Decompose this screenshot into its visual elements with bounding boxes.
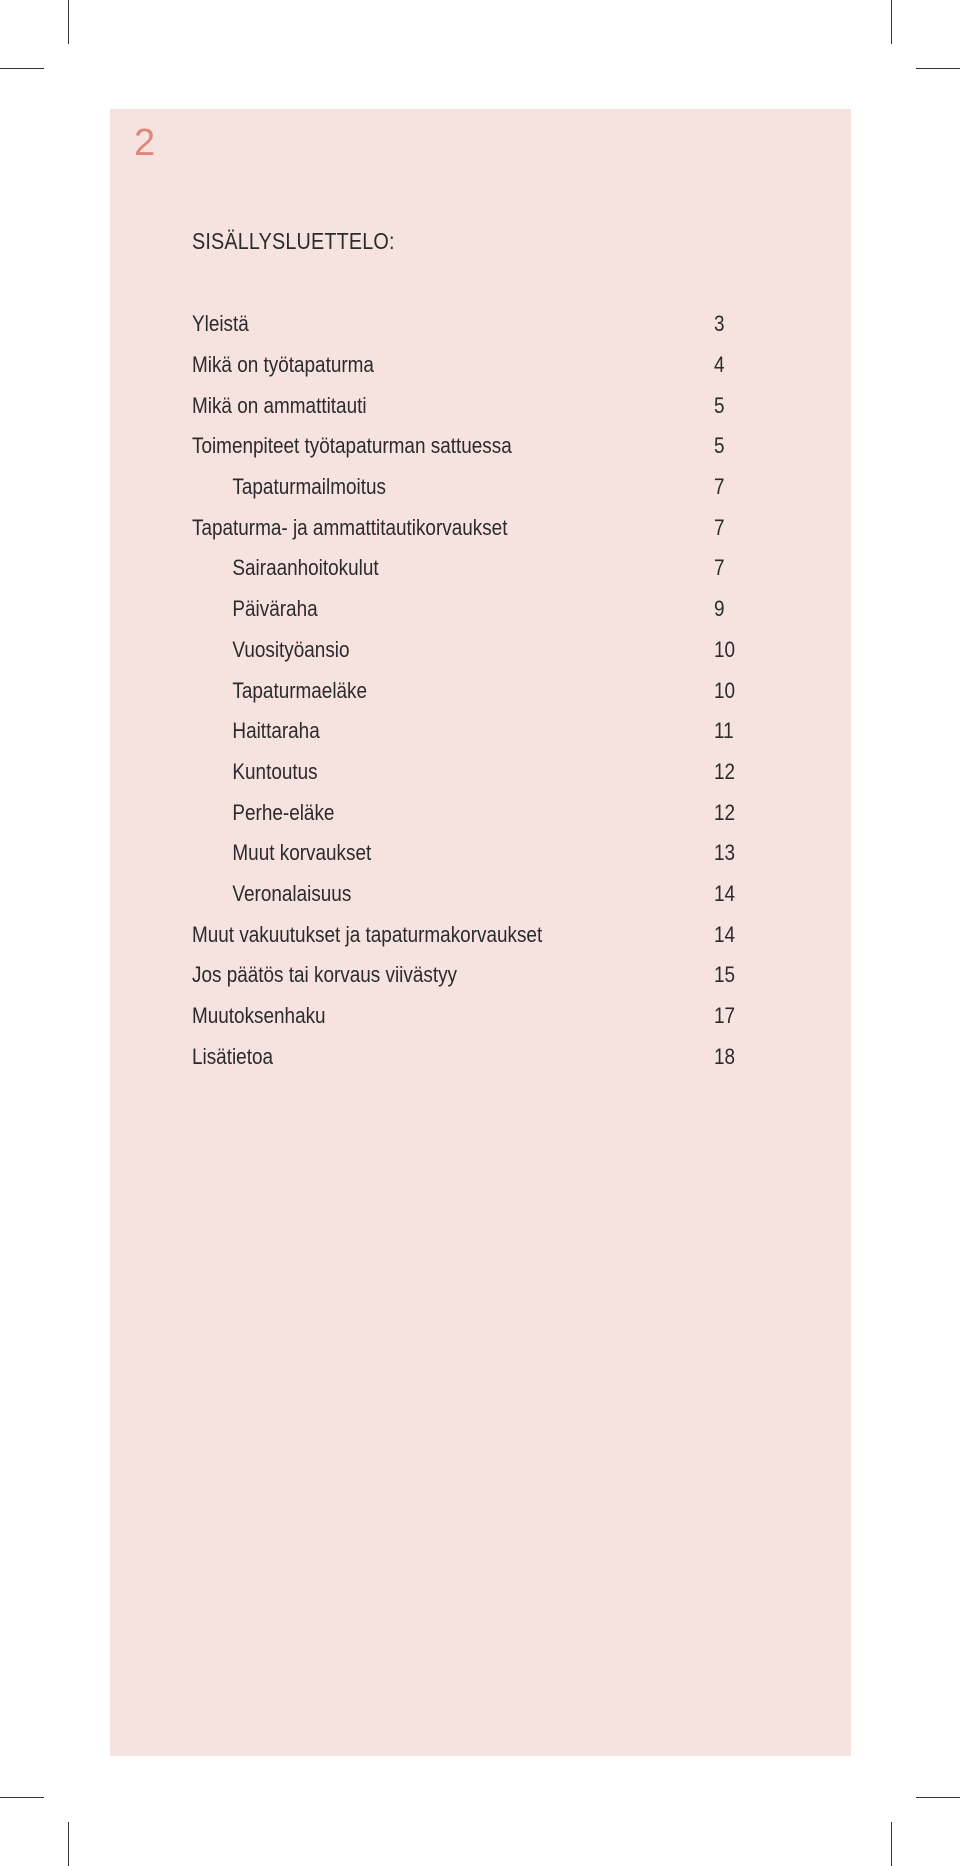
toc-entry-title: Haittaraha — [232, 718, 320, 744]
toc-entry-title: Mikä on ammattitauti — [192, 392, 367, 418]
toc-entry[interactable] — [192, 955, 752, 996]
toc-entry-page: 13 — [714, 840, 736, 866]
toc-entry[interactable] — [192, 548, 752, 589]
toc-entry-title: Lisätietoa — [192, 1043, 274, 1069]
toc-entry[interactable] — [192, 670, 752, 711]
toc-entry-page: 7 — [714, 514, 725, 540]
toc-entry-page: 5 — [714, 433, 725, 459]
toc-entry[interactable] — [192, 630, 752, 671]
toc-entry-title: Yleistä — [192, 311, 249, 337]
toc-entry-page: 11 — [714, 718, 734, 744]
toc-entry[interactable] — [192, 874, 752, 915]
toc-entry-page: 4 — [714, 352, 725, 378]
toc-entry-title: Muutoksenhaku — [192, 1003, 326, 1029]
toc-entry-page: 10 — [714, 677, 736, 703]
toc-entry-title: Toimenpiteet työtapaturman sattuessa — [192, 433, 512, 459]
crop-mark-top-left-horizontal — [0, 68, 44, 69]
toc-entry-page: 3 — [714, 311, 725, 337]
toc-entry-title: Kuntoutus — [232, 758, 318, 784]
toc-entry[interactable] — [192, 426, 752, 467]
toc-entry-title: Perhe-eläke — [232, 799, 335, 825]
toc-entry-title: Jos päätös tai korvaus viivästyy — [192, 962, 458, 988]
toc-entry[interactable] — [192, 507, 752, 548]
toc-entry-page: 12 — [714, 758, 736, 784]
toc-entry[interactable] — [192, 589, 752, 630]
toc-entry-title: Mikä on työtapaturma — [192, 352, 374, 378]
crop-mark-bottom-right-vertical — [891, 1822, 892, 1866]
crop-mark-bottom-left-horizontal — [0, 1797, 44, 1798]
toc-entry-title: Tapaturma- ja ammattitautikorvaukset — [192, 514, 508, 540]
toc-entry-page: 7 — [714, 474, 725, 500]
toc-entry[interactable] — [192, 1036, 752, 1077]
crop-mark-top-right-horizontal — [916, 68, 960, 69]
toc-entry[interactable] — [192, 833, 752, 874]
toc-entry-page: 15 — [714, 962, 736, 988]
toc-entry[interactable] — [192, 996, 752, 1037]
toc-entry-page: 18 — [714, 1043, 736, 1069]
toc-entry[interactable] — [192, 304, 752, 345]
toc-entry[interactable] — [192, 711, 752, 752]
toc-entry-page: 7 — [714, 555, 725, 581]
crop-mark-top-right-vertical — [891, 0, 892, 44]
toc-entry-title: Sairaanhoitokulut — [232, 555, 379, 581]
page-number: 2 — [134, 122, 156, 164]
toc-entry-page: 9 — [714, 596, 725, 622]
toc-entry-title: Vuosityöansio — [232, 636, 350, 662]
toc-entry-title: Päiväraha — [232, 596, 318, 622]
toc-entry[interactable] — [192, 792, 752, 833]
toc-heading: SISÄLLYSLUETTELO: — [192, 228, 395, 254]
toc-entry-page: 10 — [714, 636, 736, 662]
toc-entry-title: Veronalaisuus — [232, 880, 352, 906]
toc-entry-page: 5 — [714, 392, 725, 418]
table-of-contents — [192, 304, 752, 1077]
toc-entry[interactable] — [192, 467, 752, 508]
toc-entry-title: Muut vakuutukset ja tapaturmakorvaukset — [192, 921, 543, 947]
toc-entry[interactable] — [192, 752, 752, 793]
toc-entry[interactable] — [192, 385, 752, 426]
toc-entry[interactable] — [192, 914, 752, 955]
toc-entry-page: 12 — [714, 799, 736, 825]
toc-entry[interactable] — [192, 345, 752, 386]
crop-mark-bottom-right-horizontal — [916, 1797, 960, 1798]
crop-mark-bottom-left-vertical — [68, 1822, 69, 1866]
toc-entry-title: Tapaturmailmoitus — [232, 474, 386, 500]
toc-entry-page: 14 — [714, 921, 736, 947]
crop-mark-top-left-vertical — [68, 0, 69, 44]
toc-entry-page: 17 — [714, 1003, 736, 1029]
toc-entry-title: Tapaturmaeläke — [232, 677, 368, 703]
toc-entry-title: Muut korvaukset — [232, 840, 372, 866]
toc-entry-page: 14 — [714, 880, 736, 906]
